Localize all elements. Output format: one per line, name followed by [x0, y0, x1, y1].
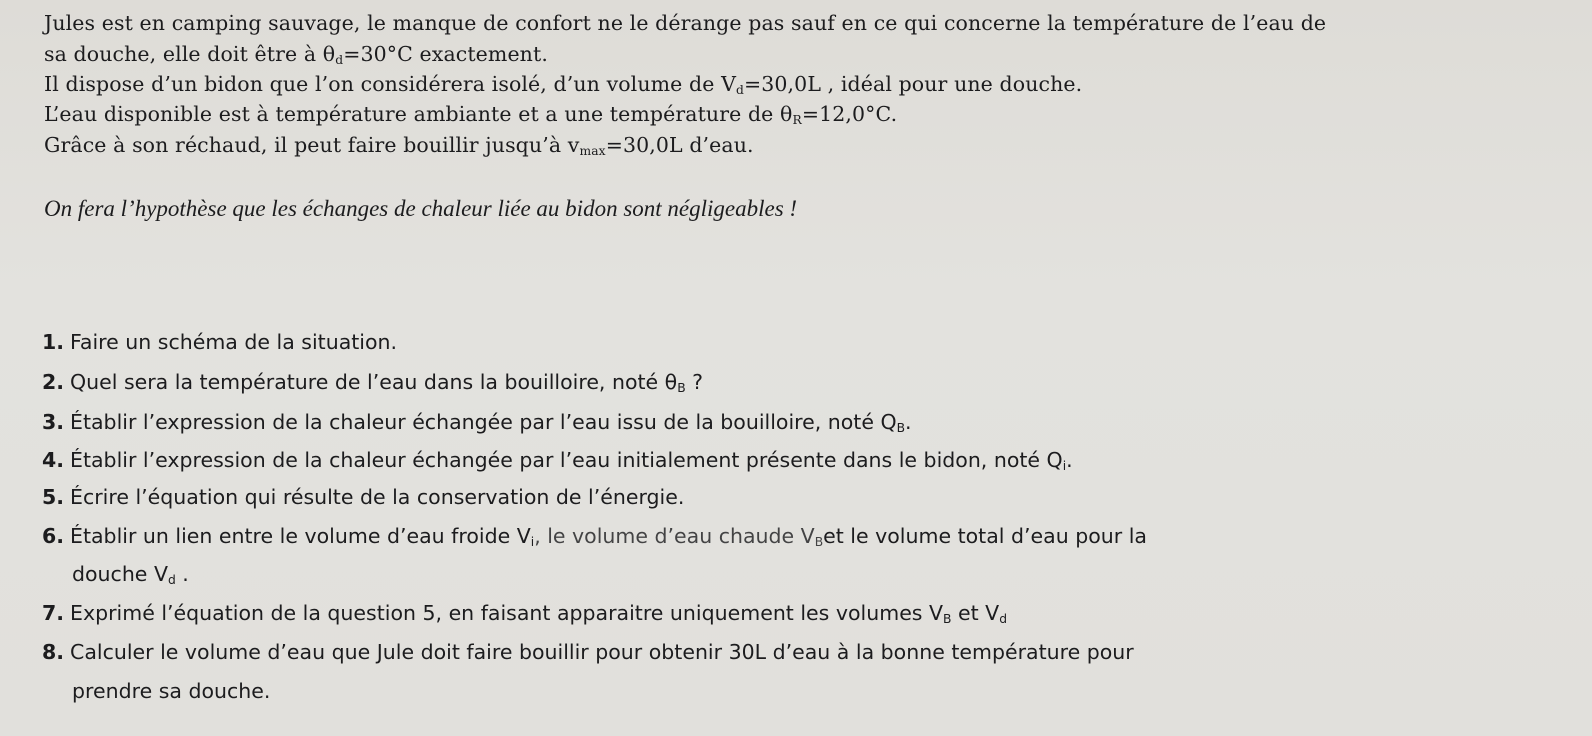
question-6-line-2 [72, 562, 189, 587]
question-3-text-b: . [905, 410, 912, 434]
intro-line-4-b: =12,0°C. [801, 102, 898, 126]
question-6-sub-3: d [167, 573, 176, 588]
question-7-number: 7. [42, 601, 65, 625]
question-2-text-a: Quel sera la température de l’eau dans la bouilloire, noté θ [70, 370, 678, 394]
intro-line-5-b: =30,0L d’eau. [605, 133, 754, 157]
question-6-text-d: douche V [72, 562, 168, 586]
intro-line-3-sub: d [736, 83, 744, 98]
question-1 [42, 330, 397, 354]
question-8 [42, 640, 1134, 664]
question-6-text-b: , le volume d’eau chaude V [534, 524, 815, 548]
question-7-text-b: et V [951, 601, 1000, 625]
question-3-number: 3. [42, 410, 65, 434]
intro-line-4-sub: R [792, 113, 802, 128]
question-8-text-a: Calculer le volume d’eau que Jule doit faire bouillir pour obtenir 30L d’eau à la bonne température pour [70, 640, 1134, 664]
intro-line-3-b: =30,0L , idéal pour une douche. [744, 72, 1083, 96]
intro-line-2-a: sa douche, elle doit être à θ [44, 42, 336, 66]
question-4-sub: i [1062, 459, 1067, 474]
question-1-text: Faire un schéma de la situation. [70, 330, 398, 354]
question-2-sub: B [677, 381, 686, 396]
question-4-text-b: . [1066, 448, 1073, 472]
question-6-sub-1: i [530, 535, 535, 550]
question-6-text-a: Établir un lien entre le volume d’eau froide V [70, 524, 531, 548]
intro-line-2-b: =30°C exactement. [343, 42, 548, 66]
question-2-text-b: ? [685, 370, 704, 394]
intro-line-5-a: Grâce à son réchaud, il peut faire bouillir jusqu’à v [44, 133, 580, 157]
question-2 [42, 370, 703, 395]
question-7-sub-2: d [999, 612, 1008, 627]
question-5-number: 5. [42, 485, 65, 509]
question-6-text-e: . [175, 562, 189, 586]
question-4 [42, 448, 1073, 473]
question-6 [42, 524, 1522, 549]
question-8-number: 8. [42, 640, 65, 664]
intro-line-5 [44, 130, 754, 166]
question-6-sub-2: B [814, 535, 824, 550]
intro-line-3-a: Il dispose d’un bidon que l’on considérera isolé, d’un volume de V [44, 72, 737, 96]
intro-line-2-sub: d [335, 53, 344, 68]
question-7 [42, 601, 1007, 626]
question-3 [42, 410, 912, 435]
question-8-line-2: prendre sa douche. [72, 679, 271, 703]
question-3-sub: B [896, 421, 906, 436]
hypothesis-note: On fera l’hypothèse que les échanges de chaleur liée au bidon sont négligeables ! [44, 196, 798, 221]
question-3-text-a: Établir l’expression de la chaleur échangée par l’eau issu de la bouilloire, noté Q [70, 410, 897, 434]
intro-line-5-sub: max [579, 144, 606, 159]
question-6-number: 6. [42, 524, 65, 548]
question-5-text: Écrire l’équation qui résulte de la conservation de l’énergie. [70, 485, 685, 509]
question-5 [42, 485, 684, 509]
question-4-number: 4. [42, 448, 65, 472]
question-4-text-a: Établir l’expression de la chaleur échangée par l’eau initialement présente dans le bidon, noté Q [70, 448, 1063, 472]
intro-line-1: Jules est en camping sauvage, le manque de confort ne le dérange pas sauf en ce qui concerne la température de l’eau de [44, 11, 1327, 35]
question-1-number: 1. [42, 330, 65, 354]
intro-line-4-a: L’eau disponible est à température ambiante et a une température de θ [44, 102, 793, 126]
question-7-text-a: Exprimé l’équation de la question 5, en faisant apparaitre uniquement les volumes V [70, 601, 944, 625]
question-2-number: 2. [42, 370, 65, 394]
question-6-text-c: et le volume total d’eau pour la [823, 524, 1147, 548]
question-7-sub-1: B [943, 612, 952, 627]
question-6-line-1 [42, 524, 1522, 549]
